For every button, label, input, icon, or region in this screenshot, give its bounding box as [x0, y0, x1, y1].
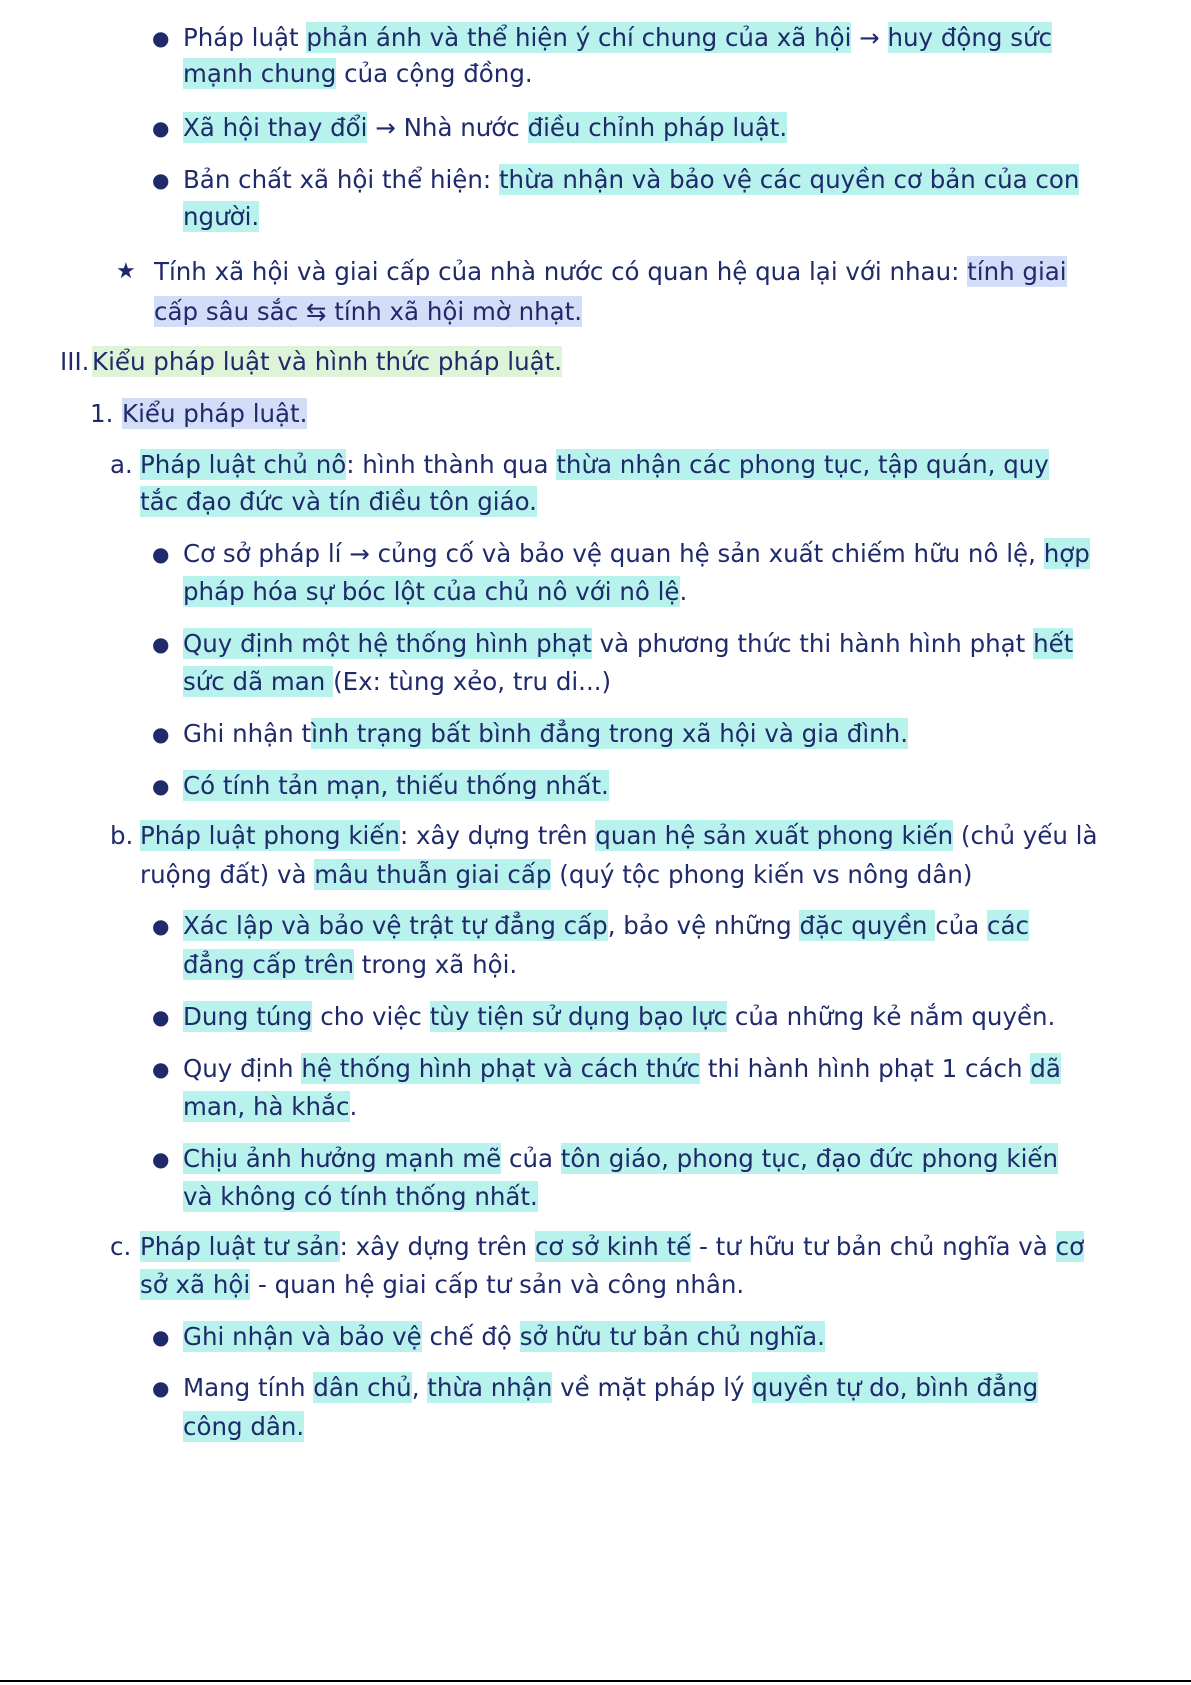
text-line: [183, 1319, 825, 1355]
highlight: pháp hóa sự bóc lột của chủ nô với nô lệ: [183, 577, 680, 606]
highlight: tôn giáo, phong tục, đạo đức phong kiến: [560, 1144, 1058, 1173]
highlight: cấp sâu sắc ⇆ tính xã hội mờ nhạt.: [154, 297, 583, 326]
text-line: [183, 56, 533, 92]
highlight: hợp: [1043, 539, 1090, 568]
text-span: Cơ sở pháp lí → củng cố và bảo vệ quan hệ sản xuất chiếm hữu nô lệ,: [183, 539, 1044, 568]
page-bottom-rule: [0, 1680, 1191, 1682]
subsection-heading: [122, 396, 307, 432]
highlight: và không có tính thống nhất.: [183, 1182, 538, 1211]
highlight: Pháp luật tư sản: [140, 1232, 340, 1261]
text-line: [183, 1370, 1038, 1406]
text-span: Tính xã hội và giai cấp của nhà nước có quan hệ qua lại với nhau:: [154, 257, 968, 286]
highlight: tắc đạo đức và tín điều tôn giáo.: [140, 487, 537, 516]
bullet-dot: ●: [152, 1005, 170, 1029]
item-label: a.: [110, 450, 133, 479]
highlight: sở hữu tư bản chủ nghĩa.: [519, 1322, 825, 1351]
text-span: .: [679, 577, 688, 606]
highlight: hết: [1033, 629, 1074, 658]
bullet-dot: ●: [152, 1376, 170, 1400]
text-line: [140, 818, 1098, 854]
highlight: Pháp luật phong kiến: [140, 821, 400, 850]
text-line: [183, 162, 1079, 198]
highlight: dã: [1030, 1054, 1061, 1083]
bullet-dot: ●: [152, 632, 170, 656]
text-line: [183, 1141, 1058, 1177]
text-line: [183, 908, 1029, 944]
text-span: → Nhà nước: [367, 113, 528, 142]
text-span: cho việc: [312, 1002, 430, 1031]
text-span: Bản chất xã hội thể hiện:: [183, 165, 499, 194]
text-span: : xây dựng trên: [339, 1232, 535, 1261]
text-span: (Ex: tùng xẻo, tru di...): [333, 667, 612, 696]
text-span: - tư hữu tư bản chủ nghĩa và: [691, 1232, 1056, 1261]
text-line: [140, 447, 1049, 483]
bullet-dot: ●: [152, 1147, 170, 1171]
highlight: mạnh chung: [183, 59, 337, 88]
highlight: người.: [183, 202, 260, 231]
item-label: b.: [110, 821, 134, 850]
text-span: ruộng đất) và: [140, 860, 315, 889]
text-line: [154, 254, 1067, 290]
highlight: đẳng cấp trên: [183, 950, 354, 979]
bullet-dot: ●: [152, 914, 170, 938]
text-line: [183, 626, 1073, 662]
highlight: Dung túng: [183, 1002, 313, 1031]
highlight: Chịu ảnh hưởng mạnh mẽ: [183, 1144, 502, 1173]
bullet-dot: ●: [152, 722, 170, 746]
text-line: [183, 664, 611, 700]
text-span: : xây dựng trên: [399, 821, 596, 850]
highlight: các: [987, 911, 1030, 940]
text-line: [183, 574, 687, 610]
text-line: [183, 768, 609, 804]
bullet-dot: ●: [152, 1325, 170, 1349]
text-line: [140, 857, 972, 893]
text-line: [183, 1409, 304, 1445]
highlight: tính giai: [967, 257, 1067, 286]
highlight: mâu thuẫn giai cấp: [314, 860, 552, 889]
text-line: [183, 716, 908, 752]
highlight: điều chỉnh pháp luật.: [527, 113, 788, 142]
highlight: phản ánh và thể hiện ý chí chung của xã hội: [306, 23, 852, 52]
bullet-dot: ●: [152, 116, 170, 140]
highlight: Ghi nhận và bảo vệ: [183, 1322, 422, 1351]
text-line: [183, 1051, 1061, 1087]
text-span: (quý tộc phong kiến vs nông dân): [551, 860, 973, 889]
text-span: : hình thành qua: [346, 450, 557, 479]
text-span: của những kẻ nắm quyền.: [727, 1002, 1056, 1031]
text-line: [183, 199, 259, 235]
text-line: [183, 999, 1055, 1035]
highlight: tùy tiện sử dụng bạo lực: [429, 1002, 728, 1031]
text-span: của: [935, 911, 988, 940]
text-span: Quy định: [183, 1054, 302, 1083]
highlight: Có tính tản mạn, thiếu thống nhất.: [183, 771, 609, 800]
highlight: Xã hội thay đổi: [183, 113, 368, 142]
text-line: [183, 1179, 538, 1215]
text-span: chế độ: [421, 1322, 520, 1351]
bullet-dot: ●: [152, 774, 170, 798]
bullet-dot: ●: [152, 542, 170, 566]
text-span: Pháp luật: [183, 23, 307, 52]
text-span: , bảo vệ những: [607, 911, 800, 940]
text-span: (chủ yếu là: [953, 821, 1098, 850]
text-line: [183, 947, 517, 983]
text-line: [183, 536, 1090, 572]
text-span: →: [851, 23, 888, 52]
highlight: ình trạng bất bình đẳng trong xã hội và gia đình.: [311, 719, 908, 748]
text-span: ,: [411, 1373, 428, 1402]
bullet-dot: ●: [152, 1057, 170, 1081]
bullet-dot: ●: [152, 26, 170, 50]
text-line: [140, 484, 537, 520]
text-line: [183, 1089, 357, 1125]
highlight: quyền tự do, bình đẳng: [752, 1373, 1039, 1402]
highlight: Kiểu pháp luật.: [122, 399, 308, 428]
star-bullet-icon: ★: [116, 259, 136, 284]
text-span: Mang tính: [183, 1373, 314, 1402]
highlight: sở xã hội: [140, 1270, 251, 1299]
highlight: hệ thống hình phạt và cách thức: [301, 1054, 701, 1083]
highlight: Quy định một hệ thống hình phạt: [183, 629, 592, 658]
text-span: .: [349, 1092, 358, 1121]
highlight: công dân.: [183, 1412, 305, 1441]
text-line: [183, 20, 1052, 56]
section-number: III.: [60, 347, 90, 376]
bullet-dot: ●: [152, 168, 170, 192]
item-label: c.: [110, 1232, 132, 1261]
highlight: Xác lập và bảo vệ trật tự đẳng cấp: [183, 911, 608, 940]
text-span: - quan hệ giai cấp tư sản và công nhân.: [250, 1270, 745, 1299]
text-span: và phương thức thi hành hình phạt: [591, 629, 1034, 658]
highlight: thừa nhận: [427, 1373, 553, 1402]
highlight: sức dã man: [183, 667, 334, 696]
text-span: trong xã hội.: [354, 950, 518, 979]
text-span: của cộng đồng.: [336, 59, 533, 88]
highlight: huy động sức: [887, 23, 1053, 52]
subsection-number: 1.: [90, 399, 114, 428]
highlight: Kiểu pháp luật và hình thức pháp luật.: [92, 347, 563, 376]
highlight: thừa nhận các phong tục, tập quán, quy: [556, 450, 1049, 479]
section-heading: [92, 344, 562, 380]
highlight: quan hệ sản xuất phong kiến: [595, 821, 954, 850]
highlight: thừa nhận và bảo vệ các quyền cơ bản của con: [498, 165, 1080, 194]
text-span: Ghi nhận t: [183, 719, 312, 748]
highlight: Pháp luật chủ nô: [140, 450, 347, 479]
highlight: đặc quyền: [799, 911, 936, 940]
text-line: [140, 1267, 744, 1303]
highlight: cơ sở kinh tế: [534, 1232, 692, 1261]
highlight: cơ: [1055, 1232, 1085, 1261]
text-span: thi hành hình phạt 1 cách: [700, 1054, 1031, 1083]
text-line: [140, 1229, 1084, 1265]
text-span: về mặt pháp lý: [552, 1373, 753, 1402]
text-line: [154, 294, 582, 330]
text-line: [183, 110, 787, 146]
highlight: dân chủ: [313, 1373, 412, 1402]
highlight: man, hà khắc: [183, 1092, 350, 1121]
text-span: của: [501, 1144, 561, 1173]
